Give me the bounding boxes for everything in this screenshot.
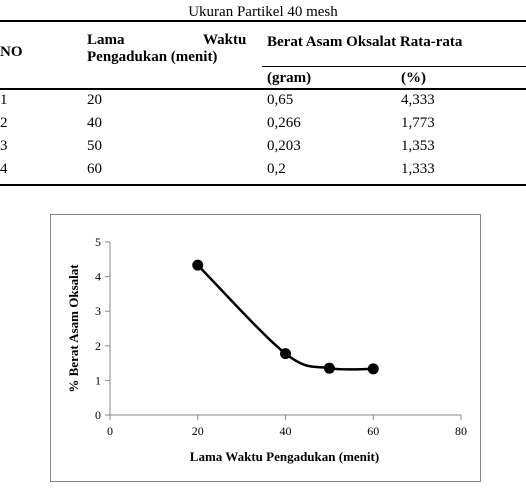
y-tick-label: 1 xyxy=(95,373,101,388)
header-no: NO xyxy=(0,44,23,60)
table-cell-gram: 0,203 xyxy=(267,138,301,154)
table-cell-pct: 1,773 xyxy=(401,115,435,131)
header-lama: Lama xyxy=(87,32,125,48)
table-cell-no: 2 xyxy=(0,115,8,131)
x-tick-label: 0 xyxy=(107,424,113,438)
y-tick-label: 2 xyxy=(95,338,101,353)
y-tick-label: 5 xyxy=(95,235,101,249)
y-tick-label: 0 xyxy=(95,408,101,422)
y-tick-label: 3 xyxy=(95,304,101,319)
header-gram: (gram) xyxy=(267,70,312,86)
x-tick-label: 20 xyxy=(191,424,204,438)
table-cell-pct: 4,333 xyxy=(401,92,435,108)
x-tick-label: 80 xyxy=(455,424,467,438)
table-cell-pct: 1,333 xyxy=(401,161,435,177)
x-tick-label: 40 xyxy=(279,424,292,438)
table-cell-lama: 60 xyxy=(87,161,102,177)
table-cell-gram: 0,65 xyxy=(267,92,294,108)
table-cell-gram: 0,2 xyxy=(267,161,286,177)
table-cell-no: 3 xyxy=(0,138,8,154)
table-cell-lama: 20 xyxy=(87,92,102,108)
table-cell-no: 1 xyxy=(0,92,8,108)
data-point xyxy=(324,363,335,374)
table-cell-pct: 1,353 xyxy=(401,138,435,154)
data-point xyxy=(192,260,203,271)
x-tick-label: 60 xyxy=(367,424,380,438)
y-axis-label: % Berat Asam Oksalat xyxy=(66,264,81,393)
table-cell-no: 4 xyxy=(0,161,8,177)
header-pct: (%) xyxy=(401,70,426,86)
header-berat: Berat Asam Oksalat Rata-rata xyxy=(267,34,463,50)
table-caption: Ukuran Partikel 40 mesh xyxy=(188,4,338,20)
data-point xyxy=(368,363,379,374)
table-cell-lama: 50 xyxy=(87,138,102,154)
x-axis-label: Lama Waktu Pengadukan (menit) xyxy=(189,449,380,464)
header-waktu: Waktu xyxy=(203,32,247,48)
header-pengadukan: Pengadukan (menit) xyxy=(87,49,218,65)
table-cell-lama: 40 xyxy=(87,115,102,131)
table-cell-gram: 0,266 xyxy=(267,115,301,131)
data-point xyxy=(280,348,291,359)
y-tick-label: 4 xyxy=(95,269,101,284)
